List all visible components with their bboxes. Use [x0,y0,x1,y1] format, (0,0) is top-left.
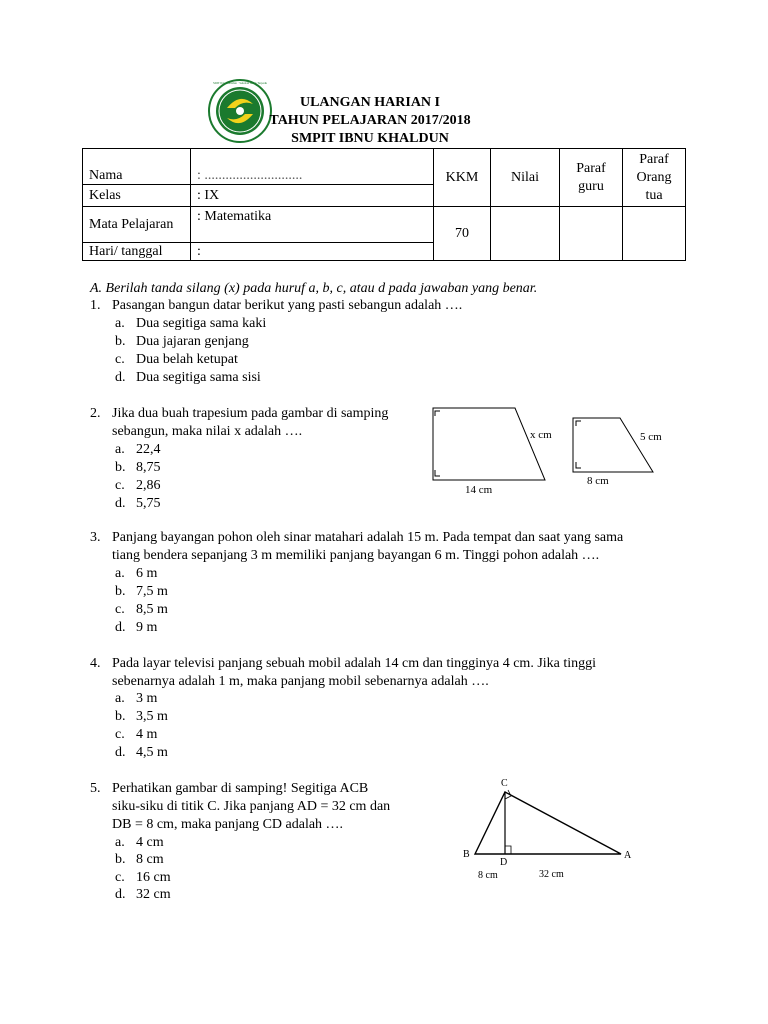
right-angle-mark [576,462,581,468]
question-text: DB = 8 cm, maka panjang CD adalah …. [112,817,344,832]
paraf-guru-label: Paraf guru [560,149,623,207]
option-letter[interactable]: d. [115,620,126,635]
option-letter[interactable]: a. [115,316,125,331]
nilai-label: Nilai [491,149,560,207]
option-letter[interactable]: a. [115,691,125,706]
option-text: Dua belah ketupat [136,352,238,367]
logo-text: SDIT Ibnu Khaldun · Sekolah Islam Terpadu [212,81,268,85]
section-a-instruction: A. Berilah tanda silang (x) pada huruf a, b, c, atau d pada jawaban yang benar. [90,281,538,296]
option-text: 7,5 m [136,584,168,599]
right-angle-mark [576,421,581,426]
option-letter[interactable]: a. [115,442,125,457]
big-bottom-label: 14 cm [465,484,493,496]
question-number: 1. [90,298,101,313]
paraf-ortu-label: Paraf Orang tua [623,149,686,207]
option-letter[interactable]: b. [115,709,126,724]
triangle-acb [475,792,621,854]
right-angle-mark [435,411,440,416]
question-text: Panjang bayangan pohon oleh sinar matahari adalah 15 m. Pada tempat dan saat yang sama [112,530,624,545]
option-letter[interactable]: d. [115,370,126,385]
nilai-box[interactable] [491,207,560,261]
label-c: C [501,778,508,789]
school-name: SMPIT IBNU KHALDUN [291,131,449,146]
exam-title: ULANGAN HARIAN I [299,95,440,110]
option-letter[interactable]: b. [115,852,126,867]
small-bottom-label: 8 cm [587,475,609,487]
option-letter[interactable]: b. [115,334,126,349]
option-text: Dua segitiga sama sisi [136,370,261,385]
option-letter[interactable]: b. [115,460,126,475]
option-letter[interactable]: c. [115,870,125,885]
option-letter[interactable]: c. [115,602,125,617]
question-text: siku-siku di titik C. Jika panjang AD = 32 cm dan [112,799,391,814]
option-letter[interactable]: d. [115,496,126,511]
small-side-label: 5 cm [640,431,662,443]
question-text: tiang bendera sepanjang 3 m memiliki panjang bayangan 6 m. Tinggi pohon adalah …. [112,548,600,563]
label-a: A [624,850,632,861]
hari-label: Hari/ tanggal [83,243,191,261]
nama-label: Nama [83,149,191,185]
big-side-label: x cm [530,429,552,441]
nama-field[interactable]: : ............................ [191,149,434,185]
option-text: 32 cm [136,887,171,902]
paraf-ortu-box[interactable] [623,207,686,261]
option-text: Dua jajaran genjang [136,334,249,349]
question-text: sebangun, maka nilai x adalah …. [112,424,303,439]
option-letter[interactable]: b. [115,584,126,599]
question-number: 4. [90,656,101,671]
label-b: B [463,849,470,860]
small-trapezoid [573,418,653,472]
option-text: 5,75 [136,496,161,511]
label-d: D [500,857,508,868]
option-text: Dua segitiga sama kaki [136,316,267,331]
option-text: 9 m [136,620,158,635]
option-letter[interactable]: a. [115,835,125,850]
option-text: 4,5 m [136,745,168,760]
mapel-label: Mata Pelajaran [83,207,191,243]
kelas-label: Kelas [83,185,191,207]
option-letter[interactable]: a. [115,566,125,581]
option-text: 8,5 m [136,602,168,617]
option-letter[interactable]: c. [115,478,125,493]
school-year: TAHUN PELAJARAN 2017/2018 [269,113,471,128]
option-letter[interactable]: d. [115,745,126,760]
hari-field[interactable]: : [191,243,434,261]
kelas-field[interactable]: : IX [191,185,434,207]
option-text: 3 m [136,691,158,706]
trapezoid-figure [425,400,675,500]
option-text: 22,4 [136,442,161,457]
kkm-label: KKM [434,149,491,207]
option-letter[interactable]: d. [115,887,126,902]
right-angle-mark-d [505,846,511,854]
option-letter[interactable]: c. [115,352,125,367]
option-text: 8 cm [136,852,164,867]
question-number: 3. [90,530,101,545]
kkm-value: 70 [434,207,491,261]
question-text: Perhatikan gambar di samping! Segitiga ACB [112,781,369,796]
option-text: 6 m [136,566,158,581]
question-text: Pada layar televisi panjang sebuah mobil adalah 14 cm dan tingginya 4 cm. Jika tinggi [112,656,597,671]
option-text: 8,75 [136,460,161,475]
option-text: 3,5 m [136,709,168,724]
segment-da-label: 32 cm [539,869,564,880]
question-text: Jika dua buah trapesium pada gambar di samping [112,406,389,421]
option-text: 4 cm [136,835,164,850]
option-text: 4 m [136,727,158,742]
right-angle-mark [435,470,440,476]
segment-bd-label: 8 cm [478,870,498,881]
question-number: 5. [90,781,101,796]
big-trapezoid [433,408,545,480]
triangle-figure [455,772,645,884]
question-text: Pasangan bangun datar berikut yang pasti sebangun adalah …. [112,298,463,313]
right-angle-mark-c [505,790,511,799]
mapel-field[interactable]: : Matematika [191,207,434,243]
option-text: 16 cm [136,870,171,885]
question-text: sebenarnya adalah 1 m, maka panjang mobil sebenarnya adalah …. [112,674,489,689]
student-info-table [82,148,686,261]
question-number: 2. [90,406,101,421]
paraf-guru-box[interactable] [560,207,623,261]
option-letter[interactable]: c. [115,727,125,742]
option-text: 2,86 [136,478,161,493]
